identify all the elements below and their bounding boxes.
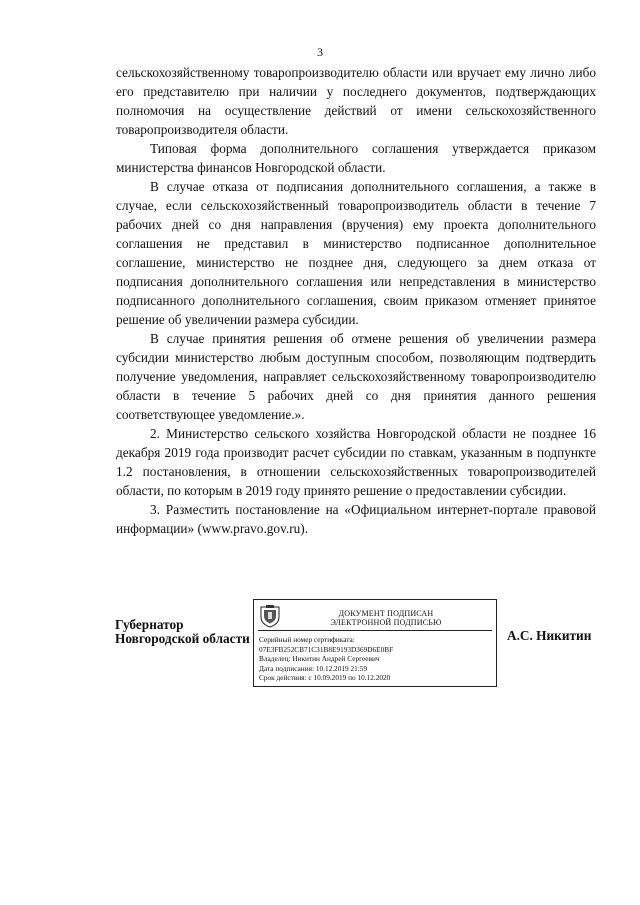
- paragraph: В случае принятия решения об отмене решения об увеличении размера субсидии министерство любым доступным способом, позволяющим подтвердить получение уведомления, направляет сельскохозяйственному товаропроизводителю области в течение 5 рабочих дней со дня принятия данного решения соответствующее уведомление.».: [116, 331, 596, 422]
- signatory-title: [115, 618, 250, 646]
- stamp-serial: 07E3FB252CB71C31B8E9193D369D6E0BF: [259, 644, 394, 654]
- electronic-signature-stamp: [253, 599, 497, 687]
- paragraph: 3. Разместить постановление на «Официальном интернет-портале правовой информации» (www.pravo.gov.ru).: [116, 502, 596, 536]
- signatory-title-line1: Губернатор: [115, 617, 184, 632]
- stamp-header-line2: ЭЛЕКТРОННОЙ ПОДПИСЬЮ: [330, 618, 442, 627]
- stamp-validity: Срок действия: с 10.09.2019 по 10.12.2020: [259, 673, 391, 682]
- signatory-name: А.С. Никитин: [507, 628, 592, 643]
- page-number: 3: [317, 45, 323, 59]
- stamp-details: [259, 635, 393, 683]
- paragraph: В случае отказа от подписания дополнительного соглашения, а также в случае, если сельскохозяйственный товаропроизводитель области в течение 7 рабочих дней со дня направления (вручения) ему проекта дополнительного соглашения не представил в министерство подписанное дополнительное соглашение, министерство не позднее дня, следующего за днем отказа от подписания дополнительного соглашения или непредставления в министерство подписанного дополнительного соглашения, своим приказом отменяет принятое решение об увеличении размера субсидии.: [116, 179, 596, 327]
- stamp-divider: [258, 630, 492, 631]
- paragraph: 2. Министерство сельского хозяйства Новгородской области не позднее 16 декабря 2019 года производит расчет субсидии по ставкам, указанным в подпункте 1.2 постановления, в отношении сельскохозяйственных товаропроизводителей области, по которым в 2019 году принято решение о предоставлении субсидии.: [116, 426, 596, 498]
- stamp-owner: Владелец: Никитин Андрей Сергеевич: [259, 654, 380, 663]
- stamp-header-line1: ДОКУМЕНТ ПОДПИСАН: [338, 609, 434, 618]
- stamp-serial-label: Серийный номер сертификата:: [259, 635, 355, 644]
- paragraph: Типовая форма дополнительного соглашения утверждается приказом министерства финансов Новгородской области.: [116, 141, 596, 175]
- paragraph: сельскохозяйственному товаропроизводителю области или вручает ему лично либо его представителю при наличии у последнего документов, подтверждающих полномочия на осуществление действий от имени сельскохозяйственного товаропроизводителя области.: [116, 65, 596, 137]
- stamp-signed-date: Дата подписания: 10.12.2019 21:59: [259, 663, 368, 673]
- stamp-header: [286, 609, 486, 627]
- signatory-title-line2: Новгородской области: [115, 631, 250, 646]
- document-body: [116, 63, 596, 538]
- coat-of-arms-icon: [259, 604, 281, 628]
